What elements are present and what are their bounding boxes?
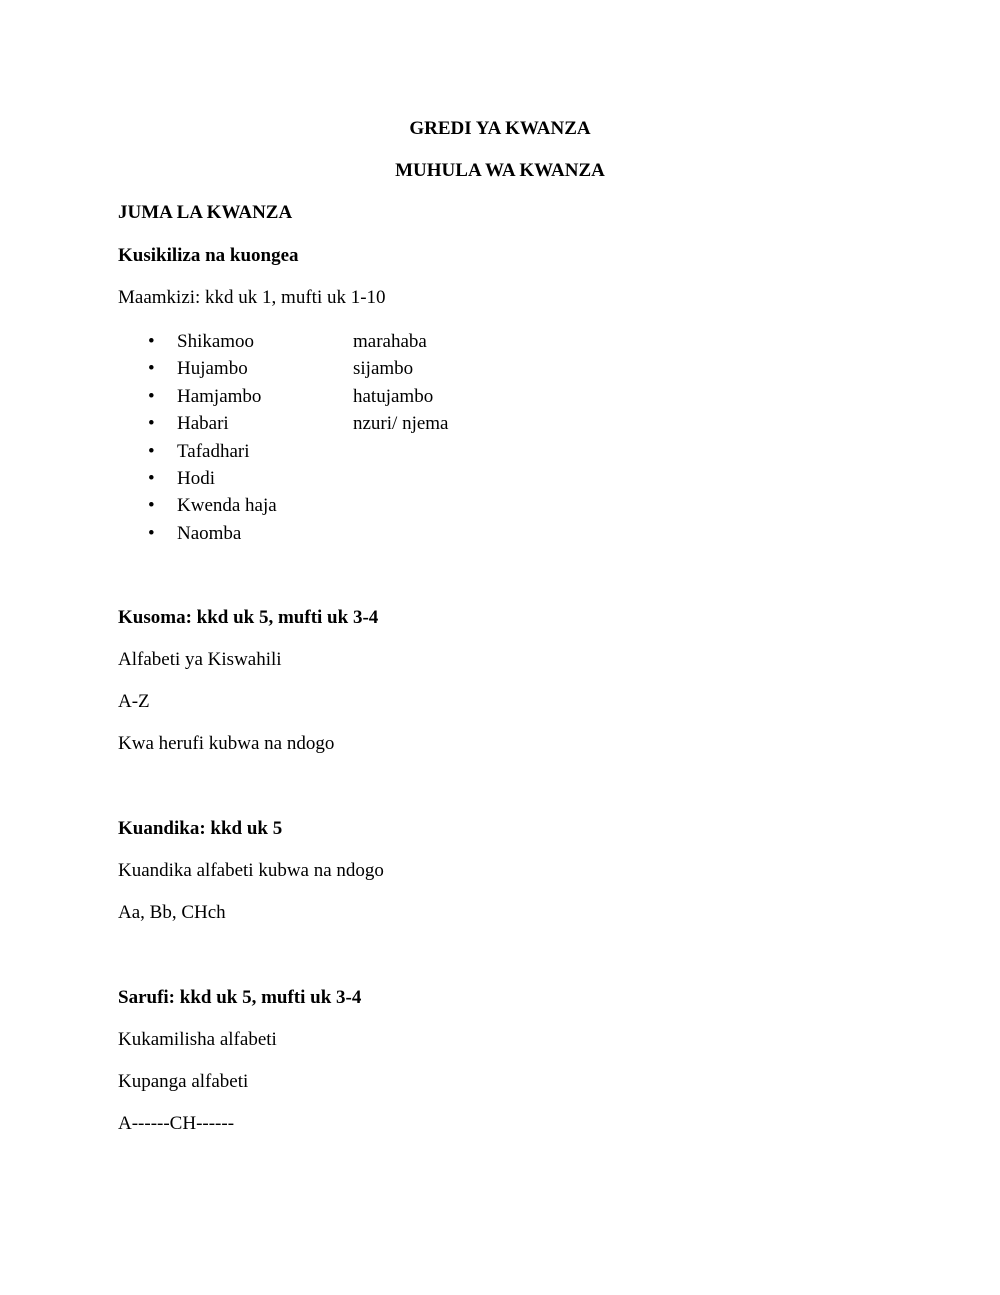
bullet-icon: • xyxy=(148,331,155,352)
bullet-icon: • xyxy=(148,440,155,462)
grammar-line: A------CH------ xyxy=(118,1113,235,1134)
greeting-term: Habari xyxy=(177,413,229,435)
week-heading: JUMA LA KWANZA xyxy=(118,202,293,223)
greeting-term: Hujambo xyxy=(177,358,248,380)
greeting-term: Kwenda haja xyxy=(177,495,277,517)
reading-line: Kwa herufi kubwa na ndogo xyxy=(118,733,335,754)
greeting-term: Naomba xyxy=(177,522,242,544)
reading-line: Alfabeti ya Kiswahili xyxy=(118,649,282,670)
reading-heading: Kusoma: kkd uk 5, mufti uk 3-4 xyxy=(118,607,379,628)
grammar-line: Kukamilisha alfabeti xyxy=(118,1029,277,1050)
bullet-icon: • xyxy=(148,358,155,380)
greeting-reply: marahaba xyxy=(353,331,427,352)
bullet-icon: • xyxy=(148,467,155,489)
writing-heading: Kuandika: kkd uk 5 xyxy=(118,818,283,839)
greeting-reply: sijambo xyxy=(353,358,414,380)
greeting-reply: nzuri/ njema xyxy=(353,413,449,435)
greeting-reply: hatujambo xyxy=(353,385,434,407)
greeting-term: Hodi xyxy=(177,467,215,489)
greeting-term: Hamjambo xyxy=(177,385,262,407)
bullet-icon: • xyxy=(148,385,155,407)
document-title: GREDI YA KWANZA xyxy=(409,118,591,139)
grammar-line: Kupanga alfabeti xyxy=(118,1071,249,1092)
bullet-icon: • xyxy=(148,495,155,517)
document-subtitle: MUHULA WA KWANZA xyxy=(395,160,605,181)
greeting-term: Tafadhari xyxy=(177,440,250,462)
bullet-icon: • xyxy=(148,413,155,435)
greeting-term: Shikamoo xyxy=(177,331,255,352)
reading-line: A-Z xyxy=(118,691,150,712)
listening-heading: Kusikiliza na kuongea xyxy=(118,245,299,266)
writing-line: Aa, Bb, CHch xyxy=(118,902,226,923)
grammar-heading: Sarufi: kkd uk 5, mufti uk 3-4 xyxy=(118,987,362,1008)
writing-line: Kuandika alfabeti kubwa na ndogo xyxy=(118,860,384,881)
bullet-icon: • xyxy=(148,522,155,544)
listening-topic: Maamkizi: kkd uk 1, mufti uk 1-10 xyxy=(118,287,386,308)
